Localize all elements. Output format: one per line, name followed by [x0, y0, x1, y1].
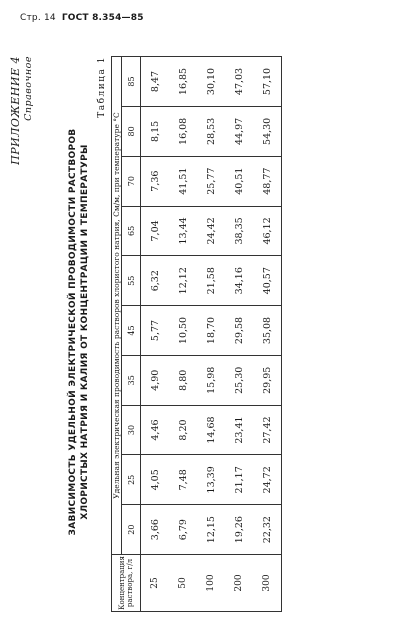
header-row	[112, 57, 122, 612]
conductivity-value: 25,77	[197, 156, 225, 206]
temperature-header: 80	[122, 106, 141, 156]
page-number: Стр. 14	[20, 13, 56, 23]
conductivity-value: 4,90	[141, 355, 170, 405]
table-row	[141, 57, 170, 612]
conductivity-value: 38,35	[225, 206, 253, 256]
table-label: Таблица 1	[97, 56, 107, 118]
conductivity-value: 18,70	[197, 306, 225, 356]
conductivity-value: 21,17	[225, 455, 253, 505]
concentration-cell: 100	[197, 555, 225, 612]
conductivity-value: 47,03	[225, 57, 253, 107]
conductivity-value: 57,10	[253, 57, 282, 107]
table-title-line-2: ХЛОРИСТЫХ НАТРИЯ И КАЛИЯ ОТ КОНЦЕНТРАЦИИ И ТЕМПЕРАТУРЫ	[80, 144, 90, 520]
appendix-heading	[9, 56, 35, 165]
conductivity-value: 4,46	[141, 405, 170, 455]
concentration-header: Концентрация раствора, г/л	[112, 555, 141, 612]
conductivity-value: 5,77	[141, 306, 170, 356]
conductivity-value: 46,12	[253, 206, 282, 256]
conductivity-value: 24,42	[197, 206, 225, 256]
concentration-cell: 300	[253, 555, 282, 612]
conductivity-value: 19,26	[225, 505, 253, 555]
rotated-page-content	[5, 52, 405, 612]
conductivity-value: 22,32	[253, 505, 282, 555]
conductivity-value: 13,44	[169, 206, 197, 256]
concentration-cell: 50	[169, 555, 197, 612]
conductivity-value: 48,77	[253, 156, 282, 206]
conductivity-value: 8,15	[141, 106, 170, 156]
conductivity-value: 6,32	[141, 256, 170, 306]
conductivity-group-header: Удельная электрическая проводимость растворов хлористого натрия, См/м, при температуре °С	[112, 57, 122, 555]
table-title-line-1: ЗАВИСИМОСТЬ УДЕЛЬНОЙ ЭЛЕКТРИЧЕСКОЙ ПРОВОДИМОСТИ РАСТВОРОВ	[68, 128, 78, 536]
conductivity-value: 29,58	[225, 306, 253, 356]
concentration-cell: 25	[141, 555, 170, 612]
conductivity-value: 7,48	[169, 455, 197, 505]
table-row	[169, 57, 197, 612]
conductivity-value: 14,68	[197, 405, 225, 455]
appendix-subtitle: Справочное	[23, 56, 34, 121]
temperature-header: 25	[122, 455, 141, 505]
temperature-header: 70	[122, 156, 141, 206]
conductivity-value: 34,16	[225, 256, 253, 306]
temperature-header: 20	[122, 505, 141, 555]
conductivity-value: 13,39	[197, 455, 225, 505]
table-row	[197, 57, 225, 612]
concentration-cell: 200	[225, 555, 253, 612]
conductivity-value: 27,42	[253, 405, 282, 455]
temperature-header: 45	[122, 306, 141, 356]
conductivity-table	[111, 56, 282, 612]
conductivity-value: 24,72	[253, 455, 282, 505]
temperature-header: 65	[122, 206, 141, 256]
page-header	[20, 13, 150, 23]
conductivity-value: 40,51	[225, 156, 253, 206]
temperature-header-row	[122, 57, 141, 612]
conductivity-value: 8,80	[169, 355, 197, 405]
conductivity-value: 44,97	[225, 106, 253, 156]
conductivity-value: 10,50	[169, 306, 197, 356]
conductivity-value: 25,30	[225, 355, 253, 405]
table-row	[225, 57, 253, 612]
standard-number: ГОСТ 8.354—85	[61, 13, 144, 23]
appendix-title: ПРИЛОЖЕНИЕ 4	[9, 56, 22, 165]
conductivity-value: 41,51	[169, 156, 197, 206]
conductivity-value: 21,58	[197, 256, 225, 306]
temperature-header: 55	[122, 256, 141, 306]
conductivity-value: 54,30	[253, 106, 282, 156]
conductivity-value: 16,08	[169, 106, 197, 156]
conductivity-value: 6,79	[169, 505, 197, 555]
conductivity-value: 35,08	[253, 306, 282, 356]
conductivity-value: 23,41	[225, 405, 253, 455]
conductivity-value: 7,04	[141, 206, 170, 256]
conductivity-value: 7,36	[141, 156, 170, 206]
table-row	[253, 57, 282, 612]
table-title	[67, 52, 91, 612]
temperature-header: 30	[122, 405, 141, 455]
conductivity-value: 15,98	[197, 355, 225, 405]
conductivity-value: 30,10	[197, 57, 225, 107]
temperature-header: 85	[122, 57, 141, 107]
conductivity-value: 8,20	[169, 405, 197, 455]
temperature-header: 35	[122, 355, 141, 405]
conductivity-value: 4,05	[141, 455, 170, 505]
conductivity-value: 3,66	[141, 505, 170, 555]
conductivity-value: 12,12	[169, 256, 197, 306]
conductivity-value: 16,85	[169, 57, 197, 107]
conductivity-value: 40,57	[253, 256, 282, 306]
conductivity-value: 12,15	[197, 505, 225, 555]
conductivity-value: 28,53	[197, 106, 225, 156]
conductivity-value: 8,47	[141, 57, 170, 107]
conductivity-value: 29,95	[253, 355, 282, 405]
